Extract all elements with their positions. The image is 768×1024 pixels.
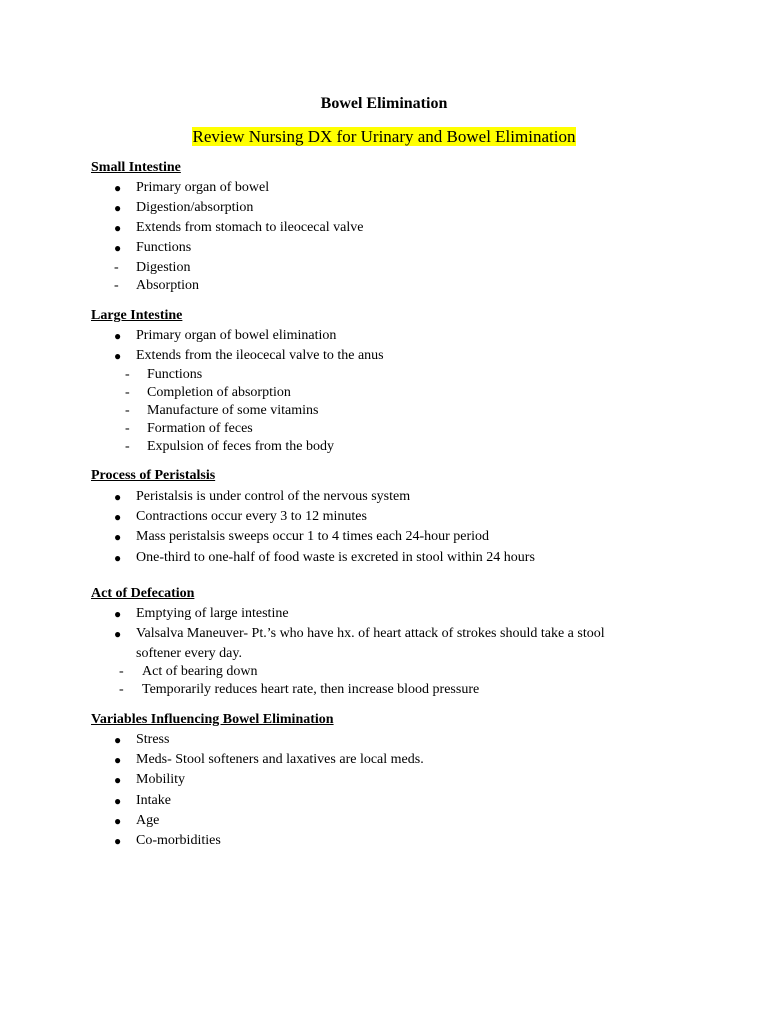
list-item: Temporarily reduces heart rate, then increase blood pressure (142, 682, 480, 697)
dash-marker: - (125, 403, 130, 418)
bullet-icon: ● (114, 814, 122, 828)
bullet-icon: ● (114, 834, 122, 848)
dash-marker: - (125, 367, 130, 382)
highlighted-subtitle: Review Nursing DX for Urinary and Bowel Elimination (192, 127, 576, 146)
bullet-icon: ● (114, 753, 122, 767)
list-item: Valsalva Maneuver- Pt.’s who have hx. of heart attack of strokes should take a stool (136, 626, 605, 641)
heading-peristalsis: Process of Peristalsis (91, 468, 216, 483)
list-item: Co-morbidities (136, 833, 221, 848)
list-item: Intake (136, 793, 171, 808)
list-item: Age (136, 813, 160, 828)
list-item: Expulsion of feces from the body (147, 439, 335, 454)
list-item: Formation of feces (147, 421, 253, 436)
dash-marker: - (125, 439, 130, 454)
bullet-icon: ● (114, 607, 122, 621)
dash-marker: - (125, 385, 130, 400)
bullet-icon: ● (114, 530, 122, 544)
bullet-icon: ● (114, 241, 122, 255)
bullet-icon: ● (114, 221, 122, 235)
list-item: Meds- Stool softeners and laxatives are local meds. (136, 752, 424, 767)
bullet-icon: ● (114, 349, 122, 363)
list-item: Act of bearing down (142, 664, 258, 679)
bullet-icon: ● (114, 510, 122, 524)
list-item: Manufacture of some vitamins (147, 403, 319, 418)
heading-defecation: Act of Defecation (91, 586, 195, 601)
list-item: Primary organ of bowel elimination (136, 328, 337, 343)
list-item: One-third to one-half of food waste is excreted in stool within 24 hours (136, 550, 535, 565)
list-item: Extends from the ileocecal valve to the anus (136, 348, 384, 363)
list-item: Emptying of large intestine (136, 606, 289, 621)
list-item: Digestion (136, 260, 191, 275)
list-item: Extends from stomach to ileocecal valve (136, 220, 364, 235)
dash-marker: - (114, 278, 119, 293)
heading-small-intestine: Small Intestine (91, 160, 181, 175)
dash-marker: - (125, 421, 130, 436)
list-item: Stress (136, 732, 170, 747)
bullet-icon: ● (114, 794, 122, 808)
bullet-icon: ● (114, 551, 122, 565)
list-item: Mass peristalsis sweeps occur 1 to 4 times each 24-hour period (136, 529, 490, 544)
dash-marker: - (119, 664, 124, 679)
dash-marker: - (119, 682, 124, 697)
list-item-continuation: softener every day. (136, 646, 242, 661)
bullet-icon: ● (114, 733, 122, 747)
dash-marker: - (114, 260, 119, 275)
document-title: Bowel Elimination (320, 95, 448, 112)
list-item: Contractions occur every 3 to 12 minutes (136, 509, 367, 524)
bullet-icon: ● (114, 329, 122, 343)
bullet-icon: ● (114, 773, 122, 787)
bullet-icon: ● (114, 201, 122, 215)
heading-variables: Variables Influencing Bowel Elimination (91, 712, 334, 727)
list-item: Functions (147, 367, 203, 382)
bullet-icon: ● (114, 181, 122, 195)
bullet-icon: ● (114, 627, 122, 641)
list-item: Primary organ of bowel (136, 180, 270, 195)
list-item: Absorption (136, 278, 199, 293)
list-item: Completion of absorption (147, 385, 291, 400)
heading-large-intestine: Large Intestine (91, 308, 183, 323)
bullet-icon: ● (114, 490, 122, 504)
subtitle-container (0, 126, 768, 148)
list-item: Digestion/absorption (136, 200, 254, 215)
list-item: Peristalsis is under control of the nervous system (136, 489, 411, 504)
list-item: Mobility (136, 772, 186, 787)
list-item: Functions (136, 240, 192, 255)
